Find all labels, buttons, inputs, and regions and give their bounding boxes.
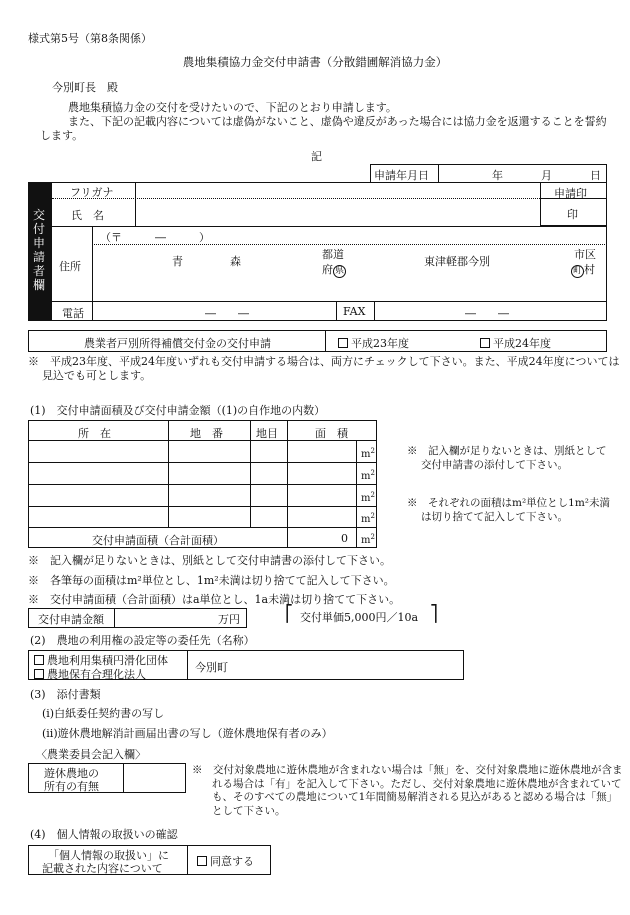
section-4-title: (4) 個人情報の取扱いの確認 <box>30 828 178 841</box>
address-pref-2: 森 <box>230 255 241 268</box>
todo-label: 都道 <box>322 248 344 261</box>
privacy-label-1: 「個人情報の取扱い」に <box>48 849 169 862</box>
furigana-label: フリガナ <box>70 186 114 199</box>
note-subsidy: ※ 平成23年度、平成24年度いずれも交付申請する場合は、両方にチェックして下さい。また、平成24年度については見込でも可とします。 <box>28 355 620 382</box>
section-3-title: (3) 添付書類 <box>30 688 101 701</box>
apply-date-label: 申請年月日 <box>374 169 429 182</box>
address-town: 東津軽郡今別 <box>424 255 490 268</box>
col-location: 所 在 <box>78 427 111 440</box>
note-b: ※ 各筆毎の面積はm²単位とし、1m²未満は切り捨てて記入して下さい。 <box>28 574 395 587</box>
subsidy-option-2011[interactable]: 平成23年度 <box>338 335 409 351</box>
checkbox-icon[interactable] <box>34 655 44 665</box>
privacy-agree[interactable]: 同意する <box>197 853 254 869</box>
unit-m2: $m^2$ <box>361 533 375 546</box>
ki-label: 記 <box>311 150 322 163</box>
unit-m2: $m^2$ <box>361 469 375 482</box>
idle-land-label-1: 遊休農地の <box>44 767 99 780</box>
idle-land-note: ※ 交付対象農地に遊休農地が含まれない場合は「無」を、交付対象農地に遊休農地が含まれる場合は「有」を記入して下さい。ただし、交付対象農地に遊休農地が含まれていても、そのすべての農地について1年間簡易解消される見込があると認める場合は「無」として下さい。 <box>192 764 623 817</box>
delegate-value[interactable]: 今別町 <box>195 661 228 674</box>
address-pref-1: 青 <box>172 255 183 268</box>
amount-label: 交付申請金額 <box>38 613 104 626</box>
subsidy-label: 農業者戸別所得補償交付金の交付申請 <box>84 337 271 350</box>
subsidy-option-2012[interactable]: 平成24年度 <box>480 335 551 351</box>
bracket-right: ⎤ <box>430 604 438 623</box>
attachment-1: (ⅰ)白紙委任契約書の写し <box>42 707 165 720</box>
intro-line-1: 農地集積協力金の交付を受けたいので、下記のとおり申請します。 <box>68 101 397 114</box>
total-area-label: 交付申請面積（合計面積） <box>92 534 224 547</box>
attachment-2: (ⅱ)遊休農地解消計画届出書の写し（遊休農地保有者のみ） <box>42 727 333 740</box>
ken-circle: 県 <box>334 266 344 276</box>
year-label: 年 <box>492 169 503 182</box>
unit-price: 交付単価5,000円／10a <box>300 611 419 624</box>
postal-code[interactable]: （〒 ― ） <box>100 231 210 244</box>
name-label: 氏 名 <box>71 209 104 222</box>
note-c: ※ 交付申請面積（合計面積）はa単位とし、1a未満は切り捨てて下さい。 <box>28 593 401 606</box>
fax-label: FAX <box>343 305 366 318</box>
machi-mura: 町 村 <box>572 263 595 276</box>
side-note-2: ※ それぞれの面積はm²単位とし1m²未満は切り捨てて記入して下さい。 <box>407 497 611 523</box>
seal-mark: 印 <box>567 208 578 221</box>
delegate-option-1[interactable]: 農地利用集積円滑化団体 <box>34 652 168 668</box>
shiku-label: 市区 <box>574 248 596 261</box>
checkbox-icon[interactable] <box>338 338 348 348</box>
checkbox-icon[interactable] <box>480 338 490 348</box>
machi-circle: 町 <box>572 266 582 276</box>
amount-unit: 万円 <box>218 613 240 626</box>
idle-land-label-2: 所有の有無 <box>44 780 99 793</box>
fu-ken: 府 県 <box>322 263 344 276</box>
unit-m2: $m^2$ <box>361 447 375 460</box>
checkbox-icon[interactable] <box>197 856 207 866</box>
committee-label: 〈農業委員会記入欄〉 <box>36 748 146 761</box>
form-number: 様式第5号（第8条関係） <box>28 32 152 45</box>
section-2-title: (2) 農地の利用権の設定等の委任先（名称） <box>30 634 255 647</box>
unit-m2: $m^2$ <box>361 512 375 525</box>
tel-label: 電話 <box>62 307 84 320</box>
month-label: 月 <box>541 169 552 182</box>
day-label: 日 <box>590 169 601 182</box>
addressee: 今別町長 殿 <box>52 81 118 94</box>
col-lot-number: 地 番 <box>190 427 223 440</box>
note-a: ※ 記入欄が足りないときは、別紙として交付申請書の添付して下さい。 <box>28 554 391 567</box>
page-title: 農地集積協力金交付申請書（分散錯圃解消協力金） <box>182 55 448 69</box>
checkbox-icon[interactable] <box>34 669 44 679</box>
intro-line-2: また、下記の記載内容については虚偽がないこと、虚偽や違反があった場合には協力金を返還することを誓約します。 <box>40 115 607 142</box>
unit-m2: $m^2$ <box>361 491 375 504</box>
privacy-label-2: 記載された内容について <box>42 862 163 875</box>
section-1-title: (1) 交付申請面積及び交付申請金額（(1)の自作地の内数） <box>30 404 326 417</box>
tel-field[interactable]: ― ― <box>205 307 249 320</box>
fax-field[interactable]: ― ― <box>465 307 509 320</box>
seal-label: 申請印 <box>554 187 587 200</box>
total-area-value: 0 <box>341 532 348 545</box>
col-area: 面 積 <box>315 427 348 440</box>
bracket-left: ⎡ <box>285 604 293 623</box>
col-land-category: 地目 <box>256 427 278 440</box>
delegate-option-2[interactable]: 農地保有合理化法人 <box>34 666 146 682</box>
address-label: 住所 <box>59 260 81 273</box>
applicant-vertical-label: 交付申請者欄 <box>33 208 46 292</box>
side-note-1: ※ 記入欄が足りないときは、別紙として交付申請書の添付して下さい。 <box>407 445 607 471</box>
